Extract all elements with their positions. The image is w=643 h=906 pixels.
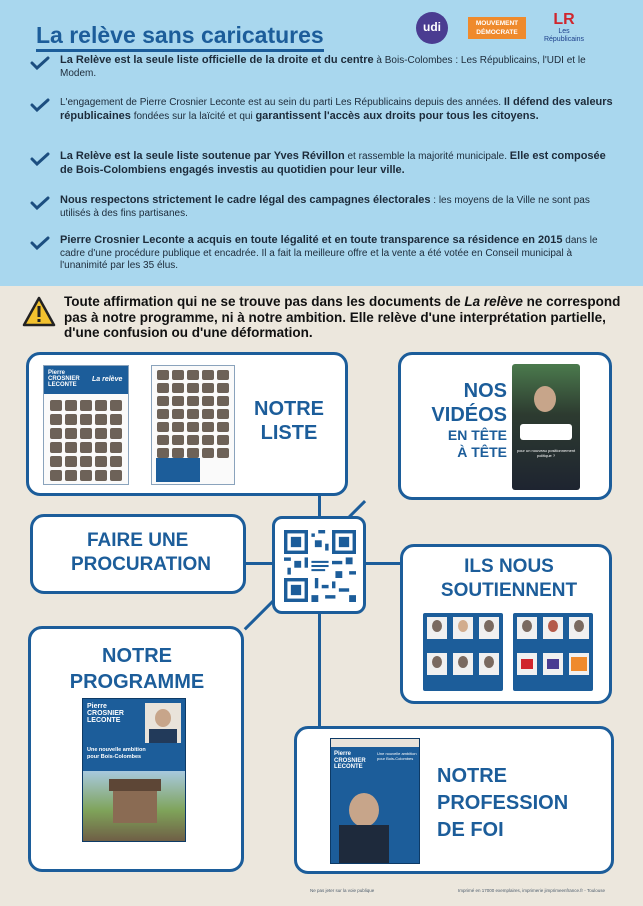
list-flyer-back (151, 365, 235, 485)
supporters-photos (423, 613, 503, 691)
checklist (28, 54, 618, 286)
modem-logo: MOUVEMENT DÉMOCRATE (468, 17, 526, 39)
checkmark-icon (30, 98, 50, 112)
house-photo (83, 771, 186, 842)
profession-label: NOTRE PROFESSION DE FOI (437, 765, 569, 841)
party-logos (416, 12, 606, 46)
check-item: La Relève est la seule liste officielle de la droite et du centre à Bois-Colombes : Les Républicains, l'UDI et le Modem. (28, 54, 618, 84)
header-panel (0, 0, 643, 286)
warning-icon (22, 296, 56, 328)
video-thumbnail[interactable]: pour un nouveau positionnement politique ? (512, 364, 580, 490)
notre-liste-label: NOTRE LISTE (254, 398, 324, 444)
candidate-face (349, 793, 379, 827)
video-overlay (520, 424, 572, 440)
checkmark-icon (30, 236, 50, 250)
check-item: L'engagement de Pierre Crosnier Leconte est au sein du parti Les Républicains depuis des années. Il défend des valeurs républicaines fondées sur la laïcité et qui garantissent l'accès aux droits pour tous les citoyens. (28, 96, 618, 138)
udi-logo: udi (416, 12, 448, 44)
qr-code-icon (284, 528, 356, 604)
check-item: Pierre Crosnier Leconte a acquis en toute légalité et en toute transparence sa résidence en 2015 dans le cadre d'une procédure publique et encadrée. Il a fait la meilleure offre et la vente a été votée en Conseil municipal à l'unanimité par les 35 élus. (28, 234, 618, 274)
qr-code[interactable] (272, 516, 366, 614)
checkmark-icon (30, 152, 50, 166)
supporters-parties (513, 613, 593, 691)
checkmark-icon (30, 56, 50, 70)
list-flyer-front: Pierre CROSNIER LECONTE La relève (43, 365, 129, 485)
page-title: La relève sans caricatures (36, 22, 324, 52)
nos-videos-label: NOS VIDÉOS EN TÊTE À TÊTE (431, 380, 507, 460)
lr-logo: LR Les Républicains (543, 11, 585, 43)
connector-line (366, 562, 402, 565)
check-item: Nous respectons strictement le cadre légal des campagnes électorales : les moyens de la Ville ne sont pas utilisés à des fins partisanes. (28, 194, 618, 222)
connector-line (318, 494, 321, 518)
footer-right: Imprimé en 17000 exemplaires, imprimerie jimprimeenfrance.fr - Toulouse (458, 888, 605, 893)
footer-left: Ne pas jeter sur la voie publique (310, 888, 375, 893)
procuration-label: FAIRE UNE PROCURATION (70, 530, 212, 575)
candidate-suit (339, 825, 389, 864)
connector-line (244, 562, 274, 565)
warning-text: Toute affirmation qui ne se trouve pas dans les documents de La relève ne correspond pas à notre programme, ni à notre ambition. Elle relève d'une interprétation partielle, d'une confusion ou d'une déformation. (64, 294, 621, 340)
check-item: La Relève est la seule liste soutenue par Yves Révillon et rassemble la majorité municipale. Elle est composée de Bois-Colombiens engagés investis au quotidien pour leur ville. (28, 150, 618, 182)
soutiens-card[interactable] (400, 544, 612, 704)
speaker-head (534, 386, 556, 412)
programme-label: NOTRE PROGRAMME (69, 645, 205, 693)
notre-liste-card[interactable] (26, 352, 348, 496)
procuration-card[interactable] (30, 514, 246, 594)
soutiens-label: ILS NOUS SOUTIENNENT (440, 556, 578, 601)
programme-brochure[interactable]: Pierre CROSNIER LECONTE Une nouvelle ambition pour Bois-Colombes (82, 698, 186, 842)
connector-line (318, 612, 321, 730)
checkmark-icon (30, 196, 50, 210)
candidate-photo (145, 703, 181, 743)
profession-brochure[interactable]: Pierre CROSNIER LECONTE Une nouvelle ambition pour Bois-Colombes (330, 738, 420, 864)
connector-line (244, 600, 274, 630)
